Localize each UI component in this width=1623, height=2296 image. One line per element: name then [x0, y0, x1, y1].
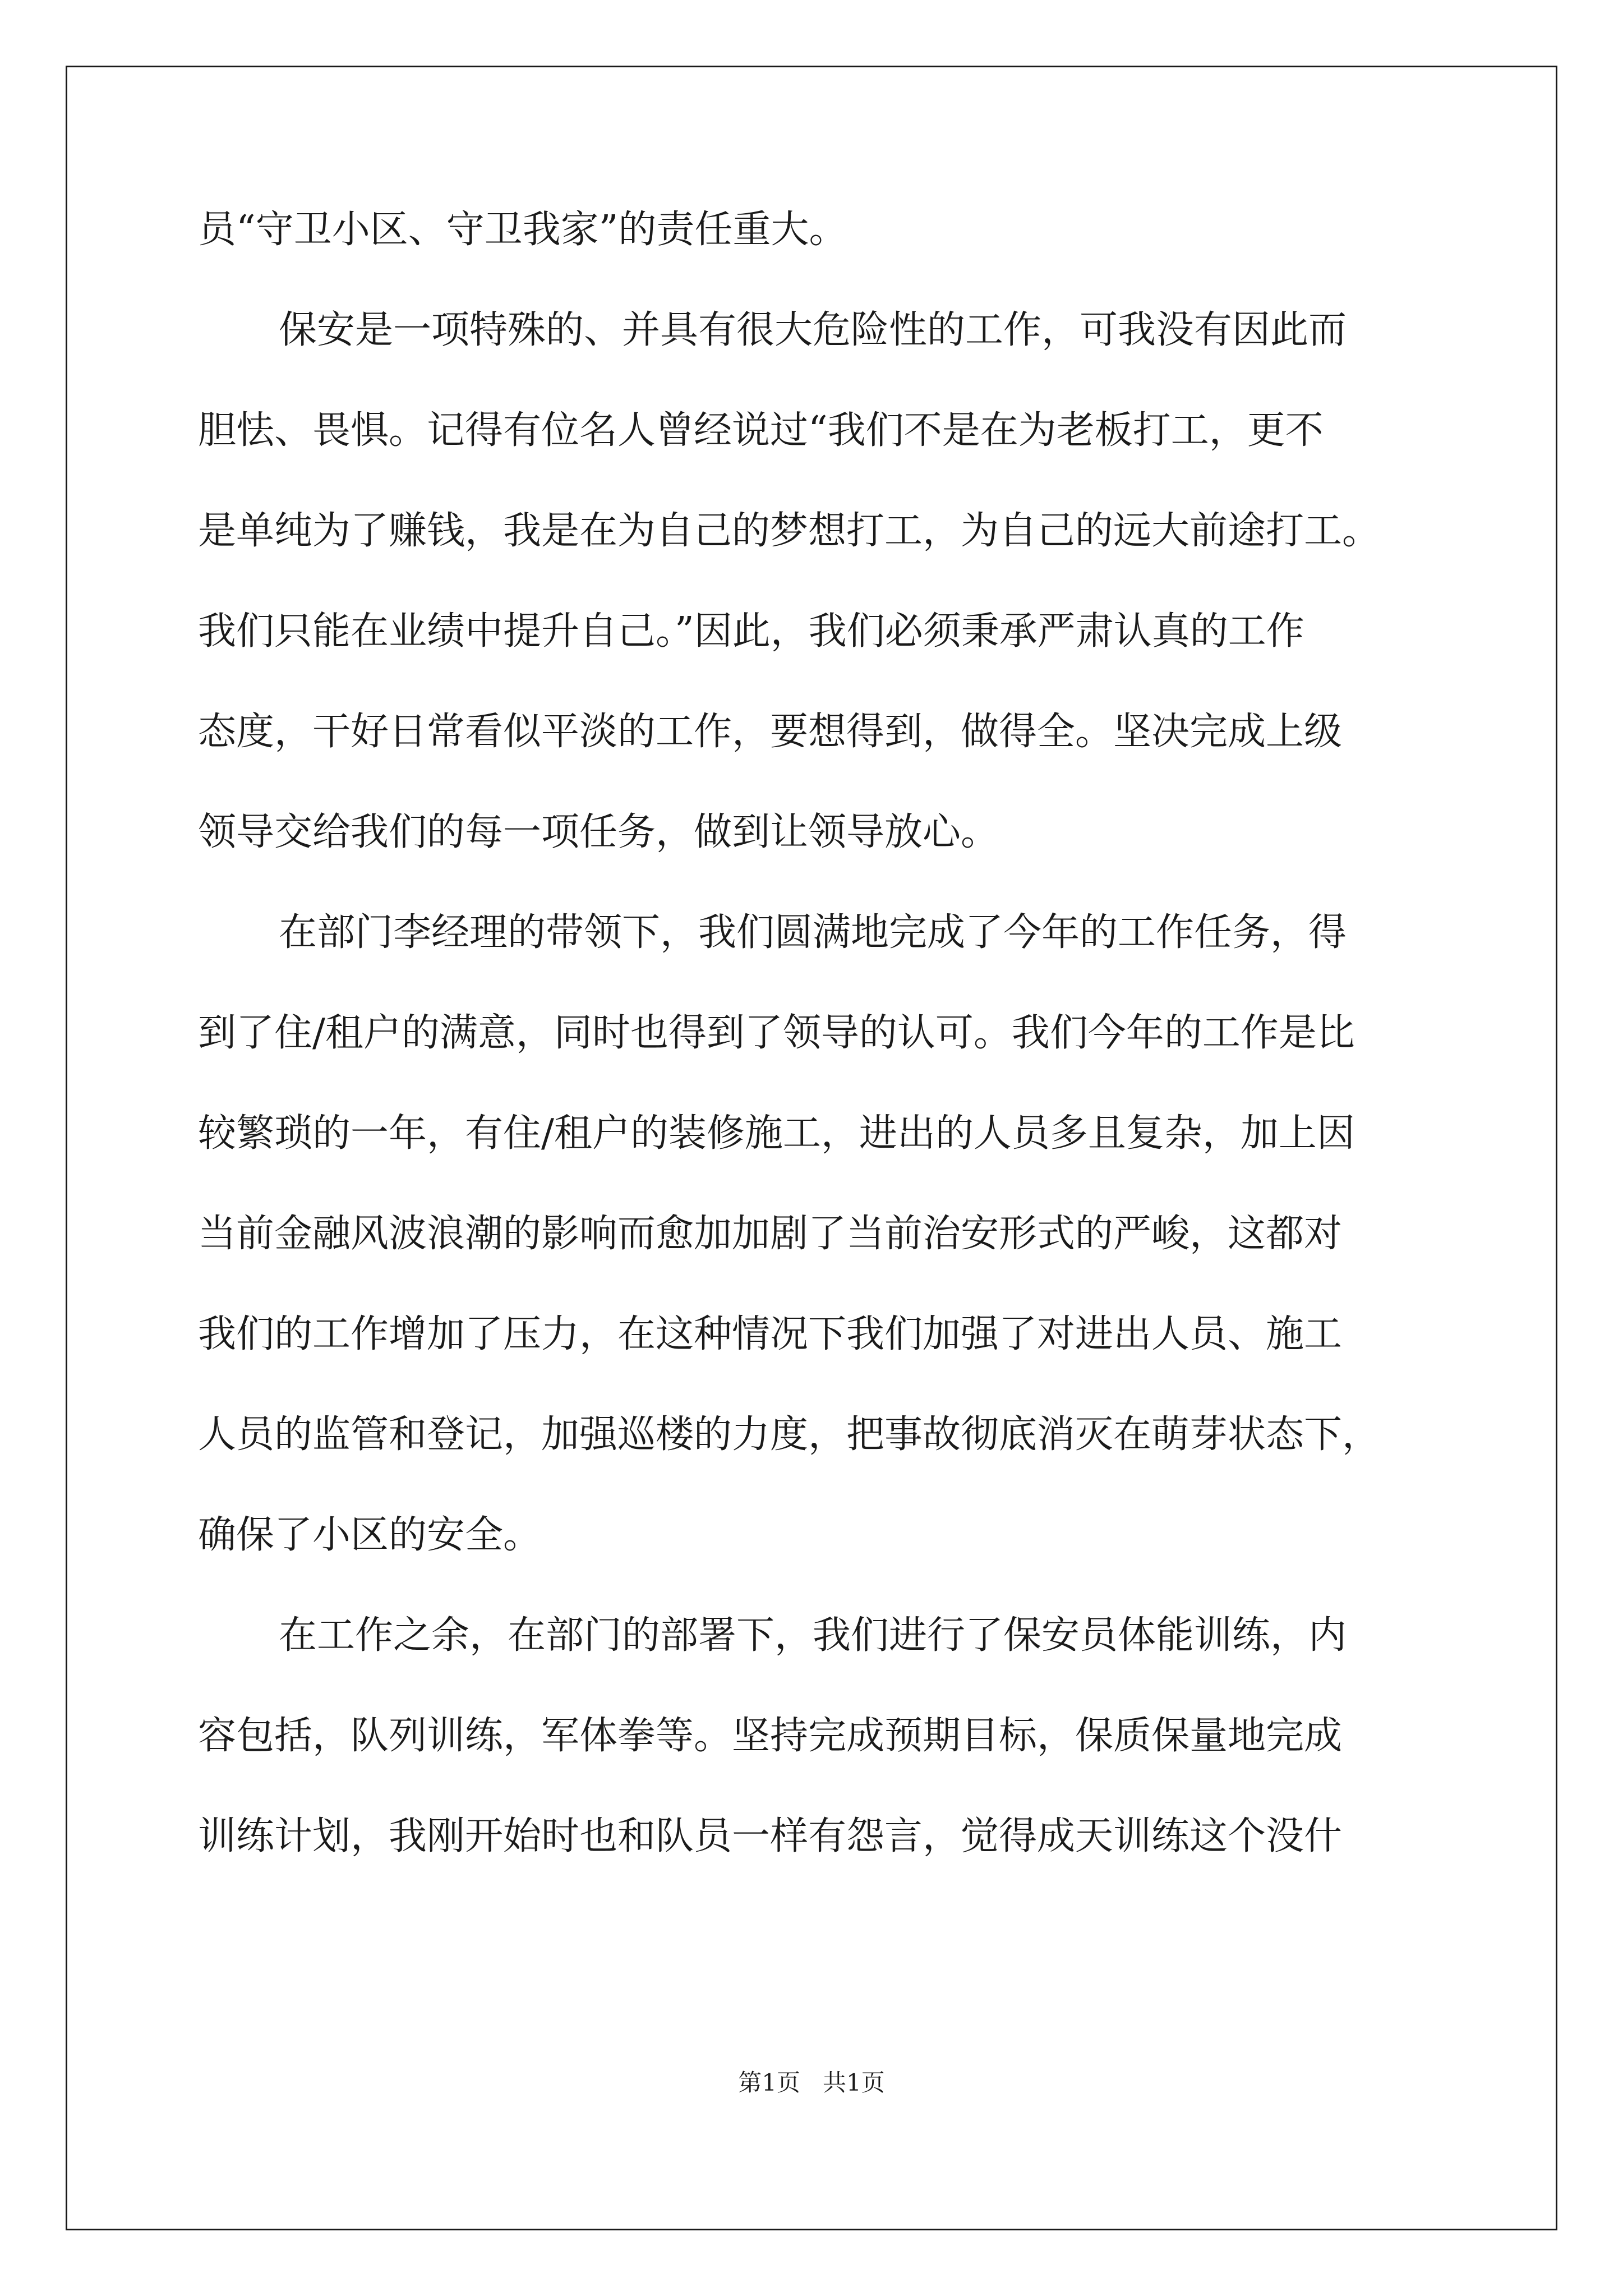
- page-number-footer: 第1页 共1页: [738, 2069, 885, 2096]
- paragraph-start-line: 在部门李经理的带领下，我们圆满地完成了今年的工作任务，得: [279, 910, 1347, 955]
- text-line: 是单纯为了赚钱，我是在为自己的梦想打工，为自己的远大前途打工。: [198, 509, 1381, 553]
- text-line: 确保了小区的安全。: [198, 1513, 542, 1557]
- text-line: 领导交给我们的每一项任务，做到让领导放心。: [198, 810, 999, 854]
- text-line: 胆怯、畏惧。记得有位名人曾经说过“我们不是在为老板打工，更不: [198, 408, 1324, 453]
- text-line: 态度，干好日常看似平淡的工作，要想得到，做得全。坚决完成上级: [198, 710, 1343, 754]
- text-line: 我们的工作增加了压力，在这种情况下我们加强了对进出人员、施工: [198, 1312, 1343, 1356]
- text-line: 到了住/租户的满意，同时也得到了领导的认可。我们今年的工作是比: [198, 1011, 1355, 1055]
- text-line: 容包括，队列训练，军体拳等。坚持完成预期目标，保质保量地完成: [198, 1714, 1343, 1758]
- text-line: 员“守卫小区、守卫我家”的责任重大。: [198, 208, 847, 252]
- paragraph-start-line: 保安是一项特殊的、并具有很大危险性的工作，可我没有因此而: [279, 308, 1347, 352]
- text-line: 较繁琐的一年，有住/租户的装修施工，进出的人员多且复杂，加上因: [198, 1111, 1355, 1156]
- paragraph-start-line: 在工作之余，在部门的部署下，我们进行了保安员体能训练，内: [279, 1613, 1347, 1658]
- text-line: 人员的监管和登记，加强巡楼的力度，把事故彻底消灭在萌芽状态下，: [198, 1412, 1381, 1457]
- text-line: 我们只能在业绩中提升自己。”因此，我们必须秉承严肃认真的工作: [198, 609, 1304, 654]
- text-line: 训练计划，我刚开始时也和队员一样有怨言，觉得成天训练这个没什: [198, 1814, 1343, 1858]
- document-body: [198, 208, 1432, 1915]
- text-line: 当前金融风波浪潮的影响而愈加加剧了当前治安形式的严峻，这都对: [198, 1212, 1343, 1256]
